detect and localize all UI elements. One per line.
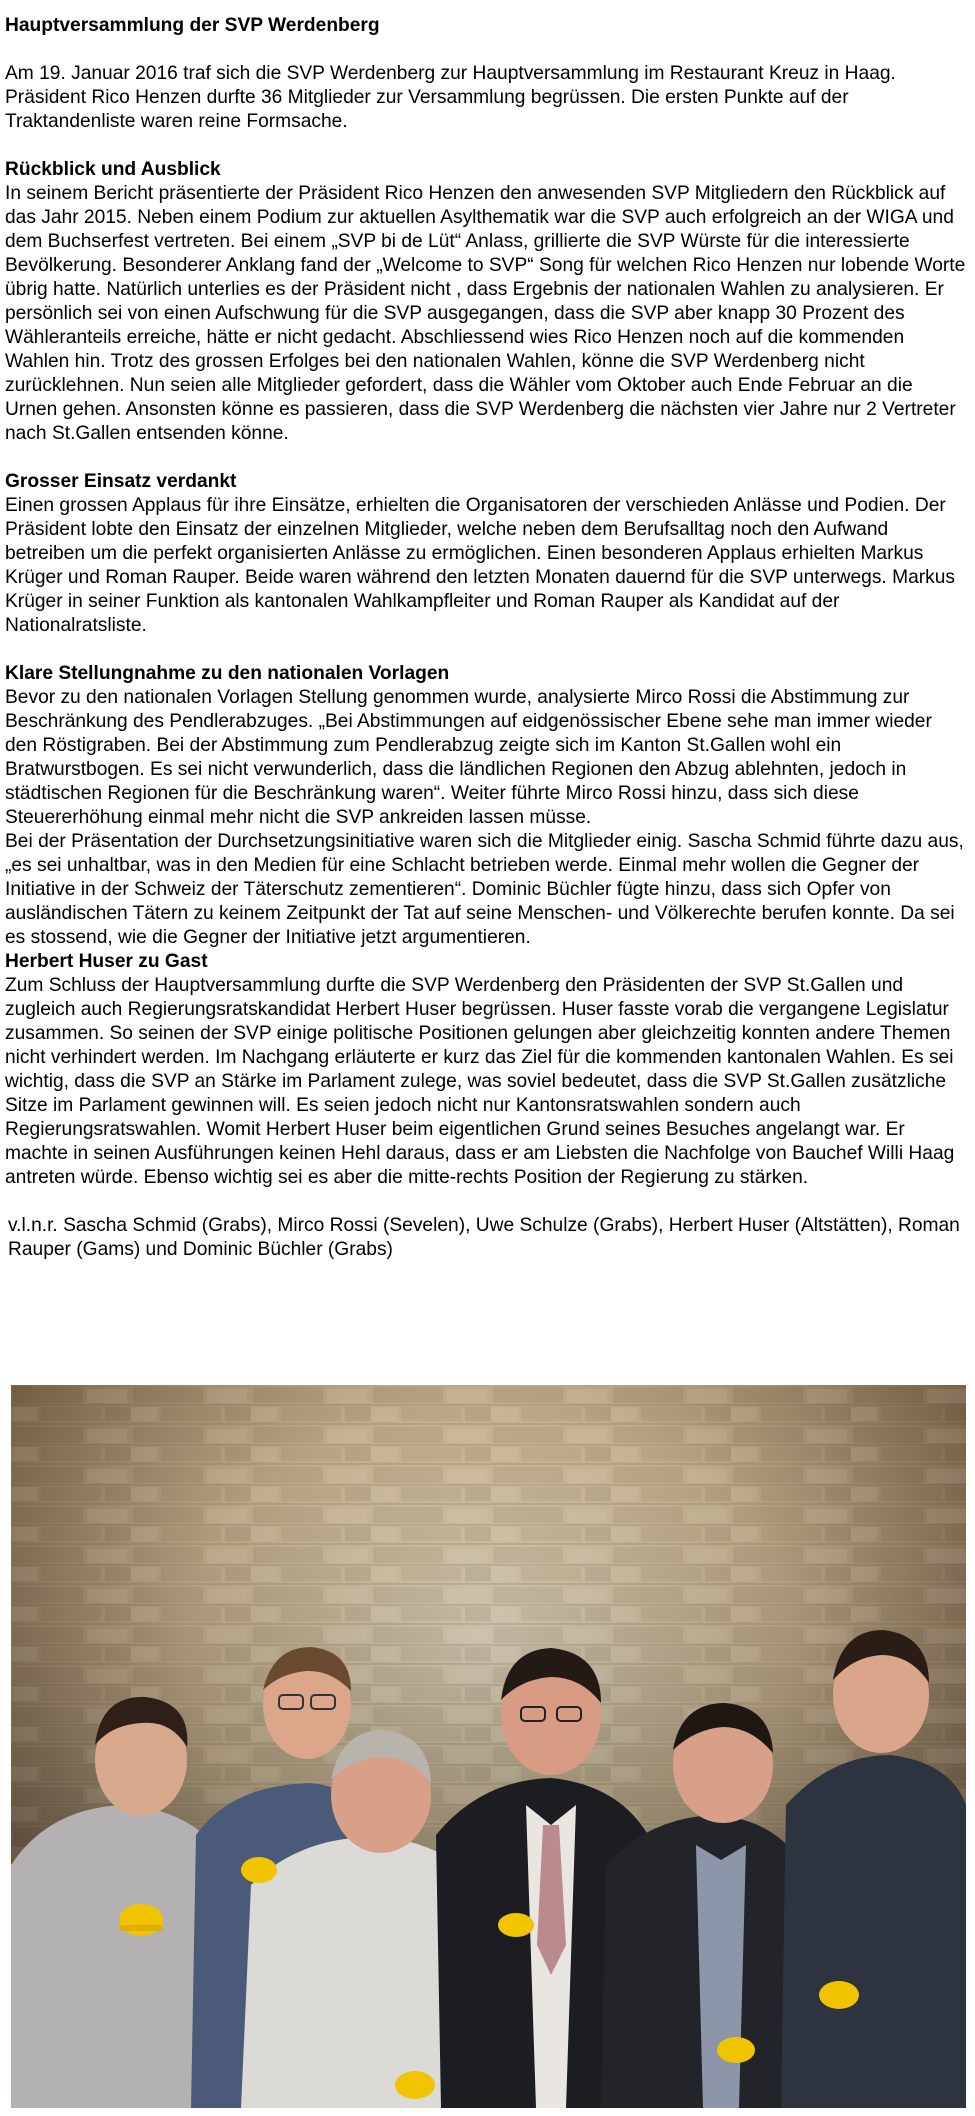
section-heading-vorlagen: Klare Stellungnahme zu den nationalen Vorlagen [5, 663, 450, 684]
section-heading-huser: Herbert Huser zu Gast [5, 951, 208, 972]
intro-paragraph: Am 19. Januar 2016 traf sich die SVP Werdenberg zur Hauptversammlung im Restaurant Kreuz in Haag. Präsident Rico Henzen durfte 36 Mitglieder zur Versammlung begrüssen. Die ersten Punkte auf der Traktandenliste waren reine Formsache. [5, 63, 896, 132]
yellow-cap-icon-4 [498, 1913, 534, 1937]
article [5, 14, 967, 1262]
article-title: Hauptversammlung der SVP Werdenberg [5, 15, 380, 36]
section-paragraph: Bei der Präsentation der Durchsetzungsinitiative waren sich die Mitglieder einig. Sascha Schmid führte dazu aus, „es sei unhaltbar, was in den Medien für eine Schlacht betrieben werde. Einmal mehr wollen die Gegner der Initiative in der Schweiz der Täterschutz zementieren“. Dominic Büchler fügte hinzu, dass sich Opfer von ausländischen Tätern zu keinem Zeitpunkt der Tat auf seine Menschen- und Völkerechte berufen konnte. Da sei es stossend, wie die Gegner der Initiative jetzt argumentieren. [5, 831, 964, 948]
section-heading-einsatz: Grosser Einsatz verdankt [5, 471, 237, 492]
yellow-cap-icon-5 [717, 2037, 755, 2063]
section-heading-rueckblick: Rückblick und Ausblick [5, 159, 221, 180]
yellow-cap-icon-2 [241, 1857, 277, 1883]
yellow-cap-icon-6 [819, 1981, 859, 2009]
yellow-cap-icon-1 [119, 1904, 163, 1936]
yellow-cap-icon-3 [395, 2071, 435, 2099]
section-paragraph: Einen grossen Applaus für ihre Einsätze, erhielten die Organisatoren der verschieden Anlässe und Podien. Der Präsident lobte den Einsatz der einzelnen Mitglieder, welche neben dem Berufsalltag noch den Aufwand betreiben um die perfekt organisierten Anlässe zu ermöglichen. Einen besonderen Applaus erhielten Markus Krüger und Roman Rauper. Beide waren während den letzten Monaten dauernd für die SVP unterwegs. Markus Krüger in seiner Funktion als kantonalen Wahlkampfleiter und Roman Rauper als Kandidat auf der Nationalratsliste. [5, 495, 955, 636]
photo-caption: v.l.n.r. Sascha Schmid (Grabs), Mirco Rossi (Sevelen), Uwe Schulze (Grabs), Herbert Huser (Altstätten), Roman Rauper (Gams) und Dominic Büchler (Grabs) [8, 1215, 960, 1260]
group-photo [11, 1385, 966, 2108]
section-paragraph: Bevor zu den nationalen Vorlagen Stellung genommen wurde, analysierte Mirco Rossi die Abstimmung zur Beschränkung des Pendlerabzuges. „Bei Abstimmungen auf eidgenössischer Ebene sehe man immer wieder den Röstigraben. Bei der Abstimmung zum Pendlerabzug zeigte sich im Kanton St.Gallen wohl ein Bratwurstbogen. Es sei nicht verwunderlich, dass die ländlichen Regionen den Abzug ablehnten, jedoch in städtischen Regionen für die Beschränkung waren“. Weiter führte Mirco Rossi hinzu, dass sich diese Steuererhöhung einmal mehr nicht die SVP ankreiden lassen müsse. [5, 687, 932, 828]
section-paragraph: Zum Schluss der Hauptversammlung durfte die SVP Werdenberg den Präsidenten der SVP St.Gallen und zugleich auch Regierungsratskandidat Herbert Huser begrüssen. Huser fasste vorab die vergangene Legislatur zusammen. So seinen der SVP einige politische Positionen gelungen aber gleichzeitig konnten andere Themen nicht verhindert werden. Im Nachgang erläuterte er kurz das Ziel für die kommenden kantonalen Wahlen. Es sei wichtig, dass die SVP an Stärke im Parlament zulege, was soviel bedeutet, dass die SVP St.Gallen zusätzliche Sitze im Parlament gewinnen will. Es seien jedoch nicht nur Kantonsratswahlen sondern auch Regierungsratswahlen. Womit Herbert Huser beim eigentlichen Grund seines Besuches angelangt war. Er machte in seinen Ausführungen keinen Hehl daraus, dass er am Liebsten die Nachfolge von Bauchef Willi Haag antreten würde. Ebenso wichtig sei es aber die mitte-rechts Position der Regierung zu stärken. [5, 975, 955, 1188]
section-paragraph: In seinem Bericht präsentierte der Präsident Rico Henzen den anwesenden SVP Mitgliedern den Rückblick auf das Jahr 2015. Neben einem Podium zur aktuellen Asylthematik war die SVP auch erfolgreich an der WIGA und dem Buchserfest vertreten. Bei einem „SVP bi de Lüt“ Anlass, grillierte die SVP Würste für die interessierte Bevölkerung. Besonderer Anklang fand der „Welcome to SVP“ Song für welchen Rico Henzen nur lobende Worte übrig hatte. Natürlich unterlies es der Präsident nicht , dass Ergebnis der nationalen Wahlen zu analysieren. Er persönlich sei von einen Aufschwung für die SVP ausgegangen, dass die SVP aber knapp 30 Prozent des Wähleranteils erreiche, hätte er nicht gedacht. Abschliessend wies Rico Henzen noch auf die kommenden Wahlen hin. Trotz des grossen Erfolges bei den nationalen Wahlen, könne die SVP Werdenberg nicht zurücklehnen. Nun seien alle Mitglieder gefordert, dass die Wähler vom Oktober auch Ende Februar an die Urnen gehen. Ansonsten könne es passieren, dass die SVP Werdenberg die nächsten vier Jahre nur 2 Vertreter nach St.Gallen entsenden könne. [5, 183, 966, 444]
